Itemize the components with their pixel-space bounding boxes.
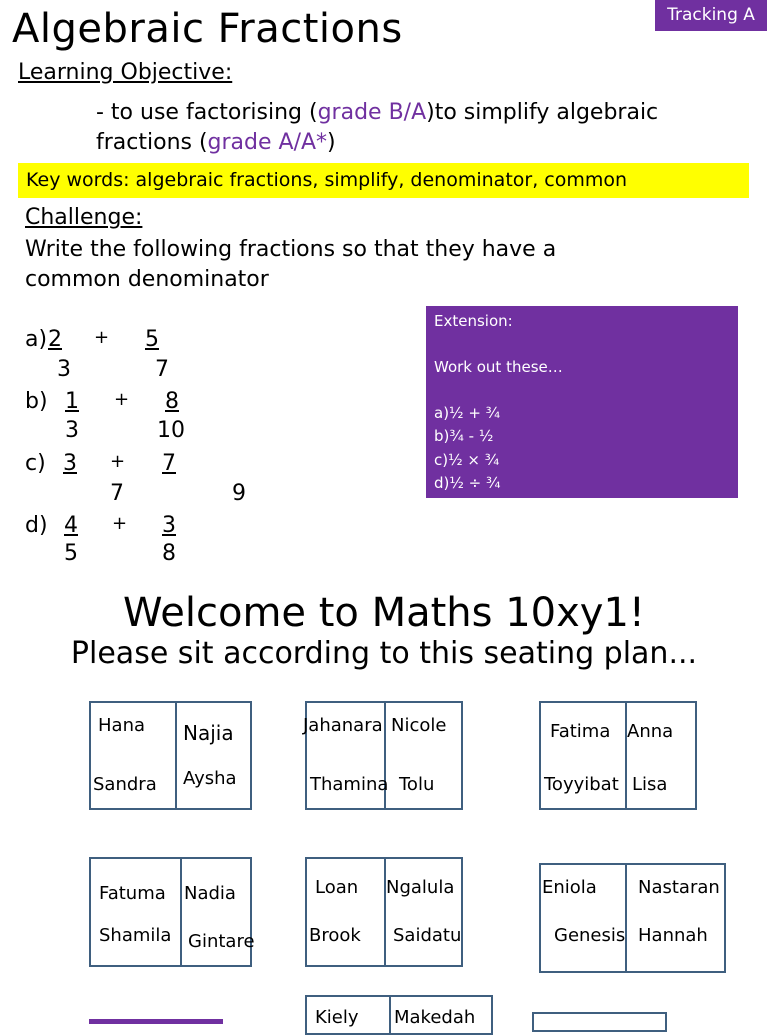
- table-divider: [180, 859, 182, 965]
- seat-name: Ngalula: [386, 877, 455, 898]
- seat-name: Shamila: [99, 925, 172, 946]
- seat-name: Fatima: [550, 721, 611, 742]
- question-b-denominator-1: 3: [65, 418, 79, 443]
- question-c-numerator-1: 3: [63, 451, 77, 476]
- question-a-label: a): [25, 327, 48, 352]
- seat-name: Nadia: [184, 883, 236, 904]
- question-c-operator: +: [110, 451, 126, 472]
- seat-name: Brook: [309, 925, 361, 946]
- question-b-numerator-1: 1: [65, 389, 79, 414]
- objective-line-2: [96, 128, 658, 158]
- seat-name: Saidatu: [393, 925, 462, 946]
- grade-aa-star: grade A/A*: [207, 130, 328, 155]
- extension-item-b: b)¾ - ½: [434, 427, 494, 445]
- extension-heading: Extension:: [434, 312, 513, 330]
- extension-item-a: a)½ + ¾: [434, 404, 501, 422]
- table-divider: [389, 997, 391, 1033]
- objective-line-2-post: ): [327, 130, 336, 155]
- grade-ba: grade B/A: [317, 100, 427, 125]
- question-b-numerator-2: 8: [165, 389, 179, 414]
- challenge-heading: Challenge:: [25, 205, 143, 230]
- seat-name: Jahanara: [303, 715, 383, 736]
- seat-name: Eniola: [542, 877, 597, 898]
- question-a-denominator-2: 7: [155, 357, 169, 382]
- seat-name: Toyyibat: [544, 774, 619, 795]
- table-divider: [175, 703, 177, 808]
- objective-line-1-post: )to simplify algebraic: [426, 100, 659, 125]
- extension-box: [426, 306, 738, 498]
- question-d-numerator-2: 3: [162, 513, 176, 538]
- objective-heading: Learning Objective:: [18, 60, 233, 85]
- seat-name: Nicole: [391, 715, 447, 736]
- seating-table-8: [532, 1012, 667, 1032]
- seat-name: Hannah: [638, 925, 708, 946]
- seat-name: Makedah: [394, 1007, 476, 1028]
- seating-table-3: [539, 701, 697, 810]
- question-d-denominator-1: 5: [64, 541, 78, 566]
- seat-name: Fatuma: [99, 883, 166, 904]
- question-a-denominator-1: 3: [57, 357, 71, 382]
- objective-line-2-pre: fractions (: [96, 130, 208, 155]
- extension-item-d: d)½ ÷ ¾: [434, 474, 501, 492]
- seat-name: Najia: [183, 721, 234, 745]
- extension-prompt: Work out these…: [434, 358, 563, 376]
- question-a-numerator-2: 5: [145, 327, 159, 352]
- seat-name: Hana: [98, 715, 146, 736]
- tracking-badge: Tracking A: [655, 0, 767, 31]
- objective-text: [96, 98, 658, 158]
- seat-name: Aysha: [183, 768, 237, 789]
- seating-table-7: [305, 995, 493, 1035]
- question-a-operator: +: [94, 327, 110, 348]
- seating-table-6: [539, 863, 726, 973]
- seat-name: Genesis: [554, 925, 626, 946]
- seating-table-5: [305, 857, 463, 967]
- question-a-numerator-1: 2: [48, 327, 62, 352]
- page-title: Algebraic Fractions: [12, 6, 403, 52]
- seat-name: Kiely: [315, 1007, 359, 1028]
- challenge-line-1: Write the following fractions so that they have a: [25, 237, 557, 262]
- seat-name: Sandra: [93, 774, 157, 795]
- seat-name: Anna: [627, 721, 674, 742]
- seating-instruction: Please sit according to this seating plan...: [70, 636, 698, 671]
- question-d-numerator-1: 4: [64, 513, 78, 538]
- question-d-operator: +: [112, 513, 128, 534]
- seat-name: Nastaran: [638, 877, 720, 898]
- question-c-denominator-2: 9: [232, 481, 246, 506]
- seat-name: Loan: [315, 877, 359, 898]
- challenge-text: [25, 235, 556, 295]
- question-b-denominator-2: 10: [157, 418, 185, 443]
- keywords-banner: Key words: algebraic fractions, simplify, denominator, common: [18, 163, 749, 198]
- welcome-heading: Welcome to Maths 10xy1!: [123, 590, 645, 636]
- purple-bar: [89, 1019, 223, 1024]
- seat-name: Thamina: [310, 774, 389, 795]
- table-divider: [625, 865, 627, 971]
- question-b-label: b): [25, 389, 48, 414]
- objective-line-1: [96, 98, 658, 128]
- seat-name: Gintare: [188, 931, 255, 952]
- table-divider: [625, 703, 627, 808]
- challenge-line-2: common denominator: [25, 267, 269, 292]
- seating-table-2: [305, 701, 463, 810]
- question-d-denominator-2: 8: [162, 541, 176, 566]
- table-divider: [384, 859, 386, 965]
- objective-line-1-pre: - to use factorising (: [96, 100, 318, 125]
- question-d-label: d): [25, 513, 48, 538]
- seat-name: Tolu: [399, 774, 435, 795]
- question-c-numerator-2: 7: [162, 451, 176, 476]
- extension-item-c: c)½ × ¾: [434, 451, 500, 469]
- question-c-label: c): [25, 451, 46, 476]
- seat-name: Lisa: [632, 774, 668, 795]
- seating-table-1: [89, 701, 252, 810]
- question-b-operator: +: [114, 389, 130, 410]
- seating-table-4: [89, 857, 255, 967]
- question-c-denominator-1: 7: [110, 481, 124, 506]
